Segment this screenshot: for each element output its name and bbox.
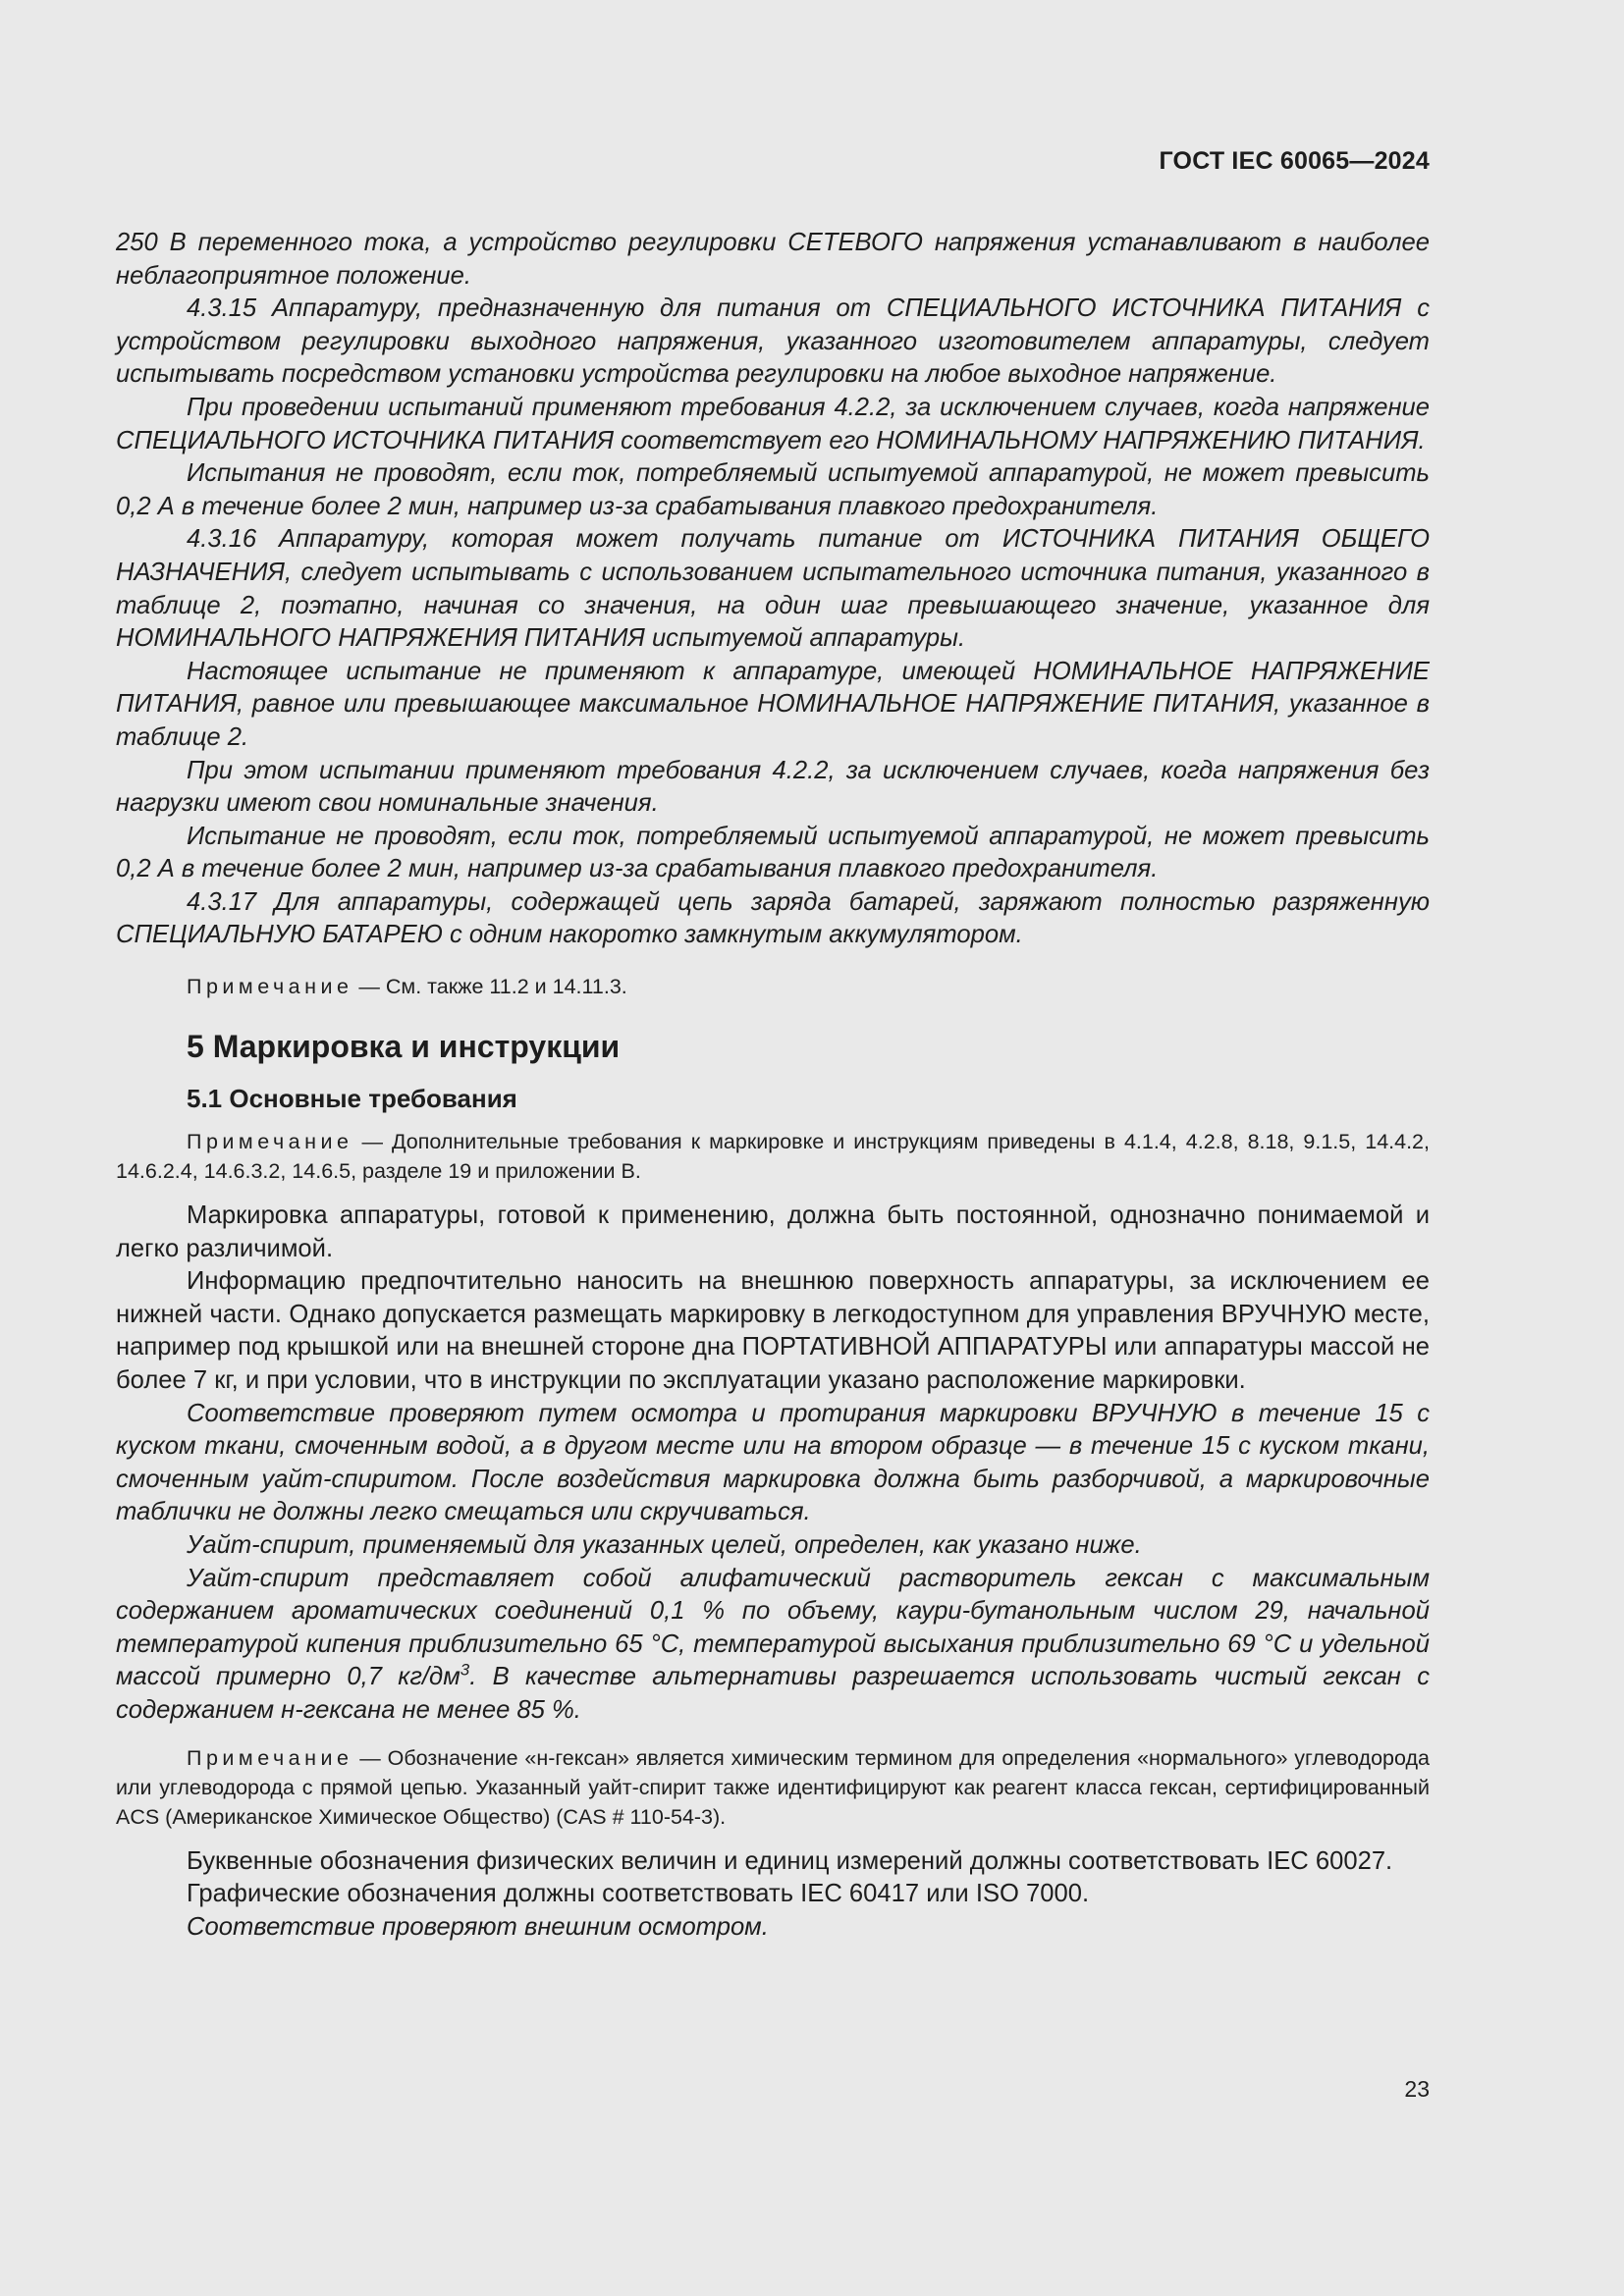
paragraph-test-requirements-2: При этом испытании применяют требования 4.2.2, за исключением случаев, когда напряжения без нагрузки имеют свои номинальные значения. <box>116 756 1430 818</box>
paragraph-visual-inspection: Соответствие проверяют внешним осмотром. <box>187 1912 769 1941</box>
note-1 <box>116 972 1430 1001</box>
paragraph-test-not-applied: Настоящее испытание не применяют к аппаратуре, имеющей НОМИНАЛЬНОЕ НАПРЯЖЕНИЕ ПИТАНИЯ, равное или превышающее максимальное НОМИНАЛЬНОЕ НАПРЯЖЕНИЕ ПИТАНИЯ, указанное в таблице 2. <box>116 657 1430 751</box>
paragraph-graphic-symbols: Графические обозначения должны соответствовать IEC 60417 или ISO 7000. <box>187 1880 1090 1908</box>
note-text: — Дополнительные требования к маркировке и инструкциям приведены в 4.1.4, 4.2.8, 8.18, 9.1.5, 14.4.2, 14.6.2.4, 14.6.3.2, 14.6.5, разделе 19 и приложении В. <box>116 1130 1430 1184</box>
document-header: ГОСТ IEC 60065—2024 <box>1159 147 1430 175</box>
note-label: Примечание <box>187 1130 353 1154</box>
section-5-heading: 5 Маркировка и инструкции <box>187 1029 621 1065</box>
note-text: — См. также 11.2 и 14.11.3. <box>352 975 627 999</box>
clause-4-3-16: 4.3.16 Аппаратуру, которая может получать питание от ИСТОЧНИКА ПИТАНИЯ ОБЩЕГО НАЗНАЧЕНИЯ, следует испытывать с использованием испытательного источника питания, указанного в таблице 2, поэтапно, начиная со значения, на один шаг превышающего значение, указанное для НОМИНАЛЬНОГО НАПРЯЖЕНИЯ ПИТАНИЯ испытуемой аппаратуры. <box>116 525 1430 653</box>
note-2 <box>116 1127 1430 1186</box>
paragraph-marking-location: Информацию предпочтительно наносить на внешнюю поверхность аппаратуры, за исключением ее нижней части. Однако допускается размещать маркировку в легкодоступном для управления ВРУЧНУЮ месте, например под крышкой или на внешней стороне дна ПОРТАТИВНОЙ АППАРАТУРЫ или аппаратуры массой не более 7 кг, и при условии, что в инструкции по эксплуатации указано расположение маркировки. <box>116 1267 1430 1395</box>
paragraph-test-exception: Испытания не проводят, если ток, потребляемый испытуемой аппаратурой, не может превысить 0,2 А в течение более 2 мин, например из-за срабатывания плавкого предохранителя. <box>116 459 1430 520</box>
paragraph-continuation: 250 В переменного тока, а устройство регулировки СЕТЕВОГО напряжения устанавливают в наиболее неблагоприятное положение. <box>116 229 1430 290</box>
paragraph-marking: Маркировка аппаратуры, готовой к применению, должна быть постоянной, однозначно понимаемой и легко различимой. <box>116 1201 1430 1262</box>
paragraph-letter-symbols: Буквенные обозначения физических величин и единиц измерений должны соответствовать IEC 60027. <box>187 1846 1393 1875</box>
document-body <box>116 227 1430 1944</box>
paragraph-white-spirit-definition: Уайт-спирит представляет собой алифатический растворитель гексан с максимальным содержанием ароматических соединений 0,1 % по объему, каури-бутанольным числом 29, начальной температурой кипения приблизительно 65 °С, температурой высыхания приблизительно 69 °С и удельной массой примерно 0,7 $кг/дм^3$. В качестве альтернативы разрешается использовать чистый гексан с содержанием н-гексана не менее 85 %. <box>116 1564 1430 1724</box>
paragraph-compliance-check: Соответствие проверяют путем осмотра и протирания маркировки ВРУЧНУЮ в течение 15 с куском ткани, смоченным водой, а в другом месте или на втором образце — в течение 15 с куском ткани, смоченным уайт-спиритом. После воздействия маркировка должна быть разборчивой, а маркировочные таблички не должны легко смещаться или скручиваться. <box>116 1399 1430 1526</box>
clause-4-3-15: 4.3.15 Аппаратуру, предназначенную для питания от СПЕЦИАЛЬНОГО ИСТОЧНИКА ПИТАНИЯ с устройством регулировки выходного напряжения, указанного изготовителем аппаратуры, следует испытывать посредством установки устройства регулировки на любое выходное напряжение. <box>116 294 1430 389</box>
section-5-1-heading: 5.1 Основные требования <box>187 1084 517 1114</box>
note-label: Примечание <box>187 975 353 999</box>
paragraph-white-spirit: Уайт-спирит, применяемый для указанных целей, определен, как указано ниже. <box>187 1531 1142 1559</box>
note-label: Примечание <box>187 1745 353 1770</box>
note-text: — Обозначение «н-гексан» является химическим термином для определения «нормального» углеводорода или углеводорода с прямой цепью. Указанный уайт-спирит также идентифицируют как реагент класса гексан, сертифицированный ACS (Американское Химическое Общество) (CAS # 110-54-3). <box>116 1745 1430 1829</box>
note-3 <box>116 1743 1430 1832</box>
paragraph-test-requirements: При проведении испытаний применяют требования 4.2.2, за исключением случаев, когда напряжение СПЕЦИАЛЬНОГО ИСТОЧНИКА ПИТАНИЯ соответствует его НОМИНАЛЬНОМУ НАПРЯЖЕНИЮ ПИТАНИЯ. <box>116 393 1430 454</box>
page-number: 23 <box>1404 2076 1430 2102</box>
clause-4-3-17: 4.3.17 Для аппаратуры, содержащей цепь заряда батарей, заряжают полностью разряженную СПЕЦИАЛЬНУЮ БАТАРЕЮ с одним накоротко замкнутым аккумулятором. <box>116 887 1430 949</box>
paragraph-test-exception-2: Испытание не проводят, если ток, потребляемый испытуемой аппаратурой, не может превысить 0,2 А в течение более 2 мин, например из-за срабатывания плавкого предохранителя. <box>116 822 1430 883</box>
